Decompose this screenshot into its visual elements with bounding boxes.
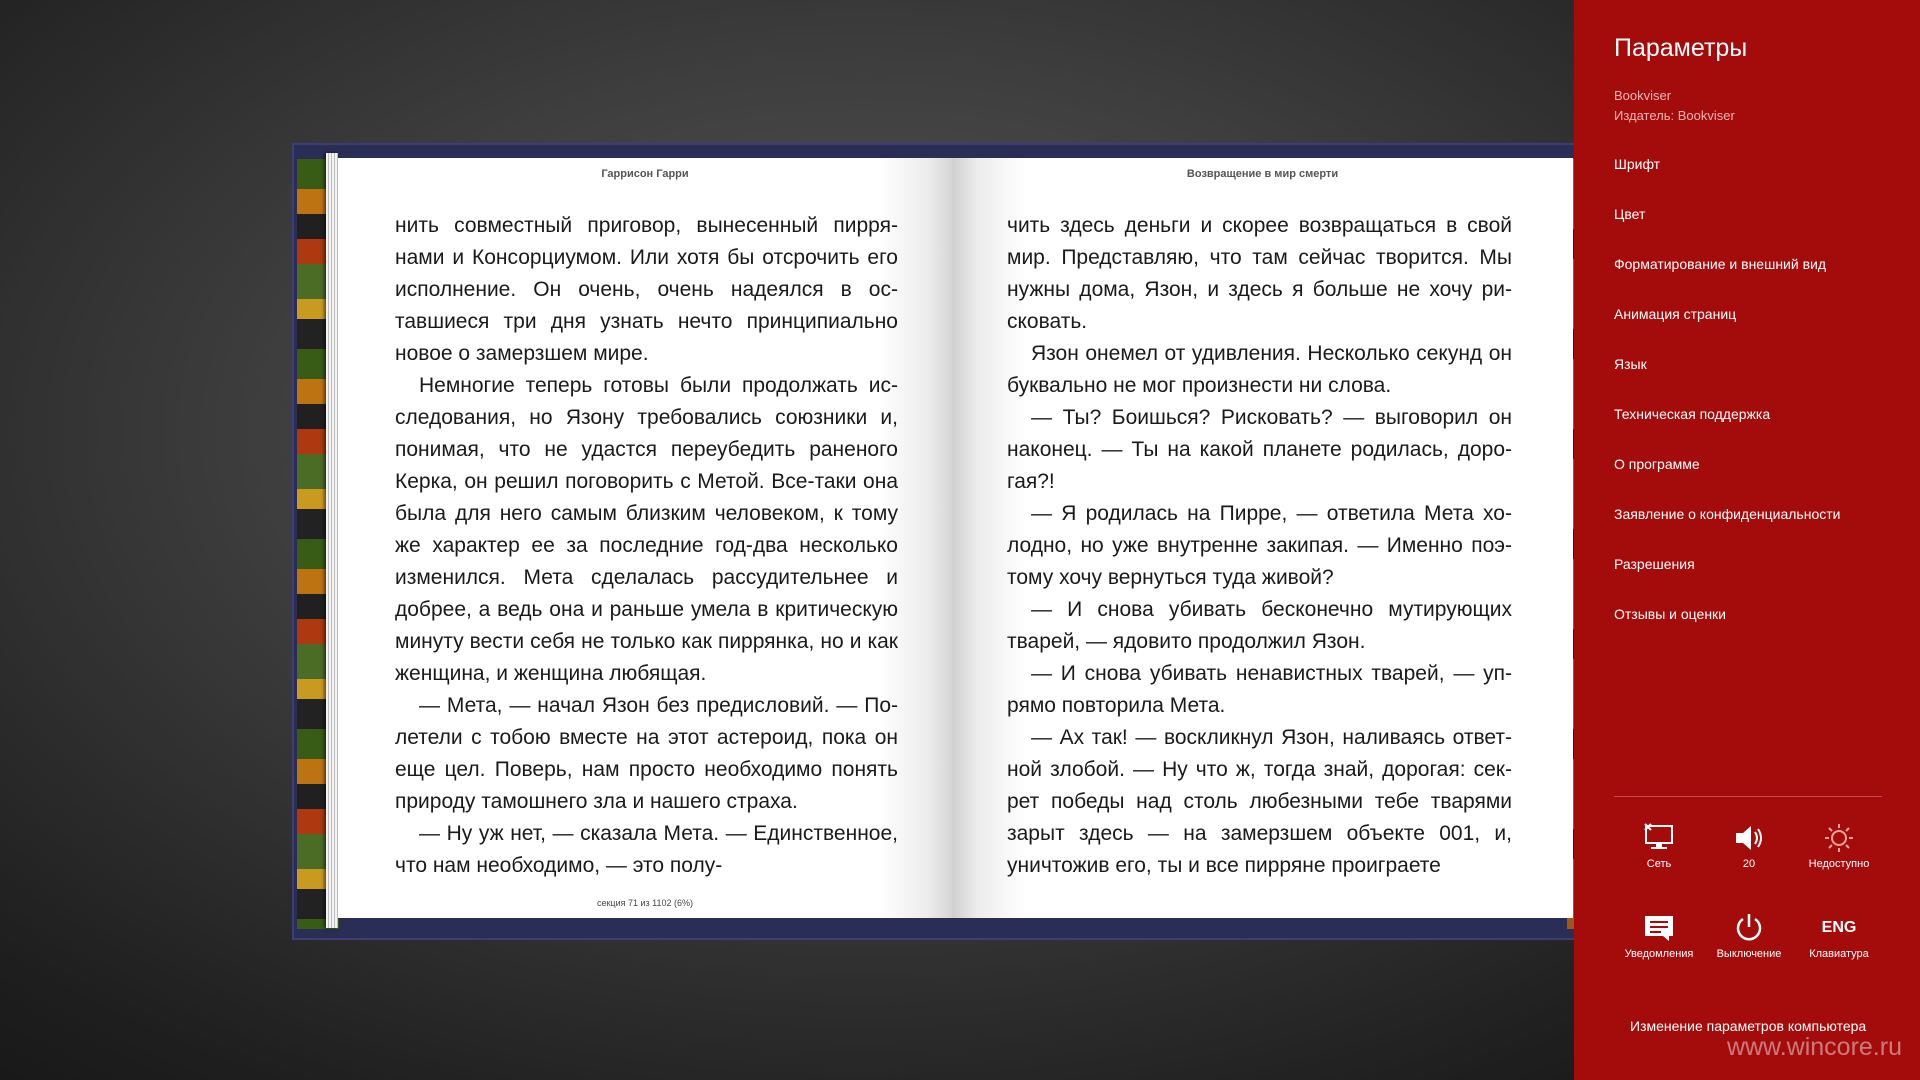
keyboard-tile[interactable] xyxy=(1794,910,1884,980)
notifications-label: Уведомления xyxy=(1624,948,1694,960)
menu-item-page-animation[interactable]: Анимация страниц xyxy=(1614,306,1737,322)
left-page[interactable] xyxy=(338,158,952,918)
app-publisher: Издатель: Bookviser xyxy=(1614,108,1735,123)
paragraph: — И снова убивать ненавистных тварей, — упрямо повторила Мета. xyxy=(1007,662,1512,717)
right-page-text xyxy=(1007,210,1512,882)
paragraph: чить здесь деньги и скорее возвращаться в свой мир. Представляю, что там сейчас творится. Мы нужны дома, Язон, и здесь я больше не хочу рисковать. xyxy=(1007,214,1512,333)
open-book xyxy=(292,143,1574,940)
menu-item-privacy[interactable]: Заявление о конфиденциальности xyxy=(1614,506,1841,522)
network-label: Сеть xyxy=(1646,858,1672,870)
right-page[interactable] xyxy=(952,158,1573,918)
menu-item-color[interactable]: Цвет xyxy=(1614,206,1646,222)
menu-item-language[interactable]: Язык xyxy=(1614,356,1647,372)
power-tile[interactable] xyxy=(1704,910,1794,980)
paragraph: нить совместный приговор, вынесенный пиррянами и Консорциумом. Или хотя бы отсрочить его исполнение. Он очень, очень надеялся в оставшиеся три дня узнать нечто принципиально новое о замерзшем мире. xyxy=(395,214,898,365)
left-page-header: Гаррисон Гарри xyxy=(601,168,689,180)
brightness-icon xyxy=(1794,820,1884,856)
network-icon xyxy=(1614,820,1704,856)
menu-item-support[interactable]: Техническая поддержка xyxy=(1614,406,1771,422)
notifications-icon xyxy=(1614,910,1704,946)
power-label: Выключение xyxy=(1716,948,1782,960)
notifications-tile[interactable] xyxy=(1614,910,1704,980)
settings-charm xyxy=(1574,0,1920,1080)
menu-item-about[interactable]: О программе xyxy=(1614,456,1700,472)
paragraph: — Мета, — начал Язон без предисловий. — Полетели с тобою вместе на этот астероид, пока он еще цел. Поверь, нам просто необходимо понять природу тамошнего зла и нашего страха. xyxy=(395,694,898,813)
page-progress-footer: секция 71 из 1102 (6%) xyxy=(596,898,694,908)
menu-item-permissions[interactable]: Разрешения xyxy=(1614,556,1695,572)
volume-label: 20 xyxy=(1742,858,1756,870)
brightness-label: Недоступно xyxy=(1808,858,1870,870)
volume-tile[interactable] xyxy=(1704,820,1794,890)
charm-menu xyxy=(1614,150,1840,650)
keyboard-language-text: ENG xyxy=(1821,919,1857,936)
speaker-icon xyxy=(1704,820,1794,856)
network-tile[interactable] xyxy=(1614,820,1704,890)
page-edges xyxy=(326,153,338,928)
change-pc-settings-link[interactable]: Изменение параметров компьютера xyxy=(1630,1018,1867,1034)
menu-item-feedback[interactable]: Отзывы и оценки xyxy=(1614,606,1726,622)
menu-item-font[interactable]: Шрифт xyxy=(1614,156,1661,172)
paragraph: — Ну уж нет, — сказала Мета. — Единственное, что нам необходимо, — это полу- xyxy=(395,822,898,877)
menu-item-formatting[interactable]: Форматирование и внешний вид xyxy=(1614,256,1827,272)
charm-divider xyxy=(1614,796,1882,797)
charm-title: Параметры xyxy=(1614,34,1748,62)
paragraph: — И снова убивать бесконечно мутирующих тварей, — ядовито продолжил Язон. xyxy=(1007,598,1512,653)
keyboard-language-icon xyxy=(1794,910,1884,946)
right-page-header: Возвращение в мир смерти xyxy=(1186,168,1339,180)
paragraph: — Ты? Боишься? Рисковать? — выговорил он наконец. — Ты на какой планете родилась, дорогая?! xyxy=(1007,406,1512,493)
paragraph: — Я родилась на Пирре, — ответила Мета холодно, но уже внутренне закипая. — Именно поэтому хочу вернуться туда живой? xyxy=(1007,502,1512,589)
paragraph: — Ах так! — воскликнул Язон, наливаясь ответной злобой. — Ну что ж, тогда знай, дорогая: секрет победы над столь любезными тебе тварями зарыт здесь — на замерзшем объекте 001, и, уничтожив его, ты и все пирряне проиграете xyxy=(1007,726,1512,877)
keyboard-label: Клавиатура xyxy=(1809,948,1869,960)
paragraph: Язон онемел от удивления. Несколько секунд он буквально не мог произнести ни слова. xyxy=(1007,342,1512,397)
app-name: Bookviser xyxy=(1614,88,1672,103)
watermark: www.wincore.ru xyxy=(1726,1033,1902,1061)
charm-app-info xyxy=(1614,86,1735,126)
left-page-text xyxy=(395,210,898,882)
power-icon xyxy=(1704,910,1794,946)
paragraph: Немногие теперь готовы были продолжать исследования, но Язону требовались союзники и, понимая, что не удастся переубедить раненого Керка, он решил поговорить с Метой. Все-таки она была для него самым близким человеком, к тому же характер ее за последние год-два несколько изменился. Мета сделалась рассудительнее и добрее, а ведь она и раньше умела в критическую минуту вести себя не только как пиррянка, но и как женщина, и женщина любящая. xyxy=(395,374,898,685)
brightness-tile[interactable] xyxy=(1794,820,1884,890)
